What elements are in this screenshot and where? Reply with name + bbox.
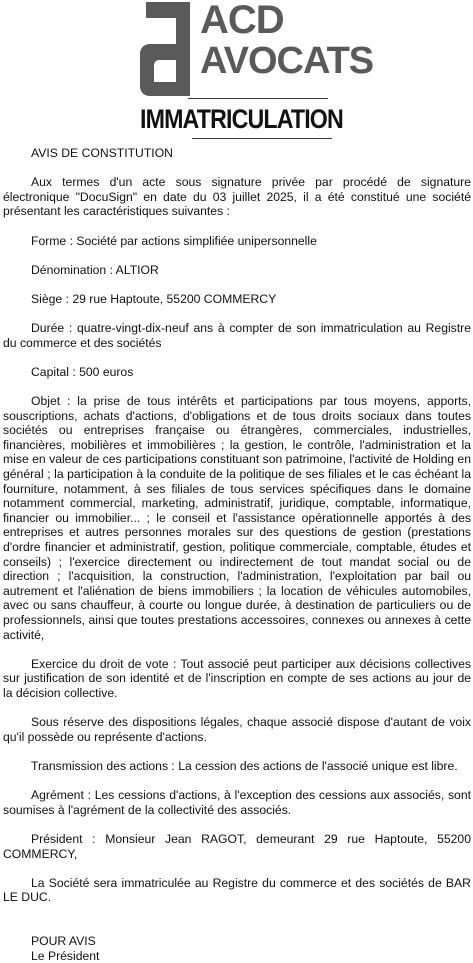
notice-president: Président : Monsieur Jean RAGOT, demeurant 29 rue Haptoute, 55200 COMMERCY, (3, 831, 471, 861)
acd-avocats-logo (140, 0, 374, 140)
notice-title: AVIS DE CONSTITUTION (31, 146, 173, 160)
logo-brand-top: ACD (200, 0, 284, 42)
notice-agrement: Agrément : Les cessions d'actions, à l'exception des cessions aux associés, sont soumises à l'agrément de la collectivité des associés. (3, 788, 471, 817)
notice-capital: Capital : 500 euros (31, 364, 134, 379)
spacer (3, 919, 471, 934)
notice-pour-avis: POUR AVIS (31, 934, 96, 949)
notice-vote: Exercice du droit de vote : Tout associé peut participer aux décisions collectives sur justification de son identité et de l'inscription en compte de ses actions au jour de la décision collective. (3, 656, 471, 700)
logo-tagline: IMMATRICULATION (140, 104, 343, 134)
notice-duree: Durée : quatre-vingt-dix-neuf ans à compter de son immatriculation au Registre du commerce et des sociétés (3, 321, 471, 350)
notice-objet: Objet : la prise de tous intérêts et participations par tous moyens, apports, souscriptions, achats d'actions, d'obligations et de tous droits sociaux dans toutes sociétés ou entreprises française ou étrangères, commerciales, industrielles, financières, mobilières et immobilières ; la gestion, le contrôle, l'administration et la mise en valeur de ces participations constituant son patrimoine, l'activité de Holding en général ; la participation à la conduite de la politique de ses filiales et le cas échéant la fourniture, notamment, à ses filiales de tous services spécifiques dans le domaine notamment commercial, marketing, administratif, juridique, comptable, informatique, financier ou immobilier... ; le conseil et l'assistance opérationnelle apportés à des entreprises et autres personnes morales sur des questions de gestion (prestations d'ordre financier et administratif, gestion, politique commerciale, comptable, études et conseils) ; l'exercice directement ou indirectement de tout mandat social ou de direction ; l'acquisition, la construction, l'administration, l'exploitation par bail ou autrement et l'aliénation de biens immobiliers ; la location de véhicules automobiles, avec ou sans chauffeur, à courte ou longue durée, à destination de particuliers ou de professionnels, ainsi que toutes prestations accessoires, connexes ou annexes à cette activité, (3, 394, 471, 642)
notice-signataire: Le Président (31, 948, 100, 963)
notice-transmission: Transmission des actions : La cession des actions de l'associé unique est libre. (31, 758, 458, 773)
acd-monogram-icon (140, 2, 196, 98)
notice-immatriculation: La Société sera immatriculée au Registre du commerce et des sociétés de BAR LE DUC. (3, 875, 471, 905)
notice-denomination: Dénomination : ALTIOR (31, 262, 159, 277)
notice-siege: Siège : 29 rue Haptoute, 55200 COMMERCY (31, 291, 277, 306)
notice-reserve: Sous réserve des dispositions légales, chaque associé dispose d'autant de voix qu'il possède ou représente d'actions. (3, 715, 471, 744)
logo-brand-bottom: AVOCATS (200, 40, 374, 82)
logo-divider-bottom (192, 138, 332, 139)
notice-forme: Forme : Société par actions simplifiée unipersonnelle (31, 233, 317, 248)
notice-intro: Aux termes d'un acte sous signature privée par procédé de signature électronique "DocuSign" en date du 03 juillet 2025, il a été constitué une société présentant les caractéristiques suivantes : (3, 175, 471, 219)
legal-notice (3, 146, 471, 963)
logo-divider (188, 98, 328, 99)
